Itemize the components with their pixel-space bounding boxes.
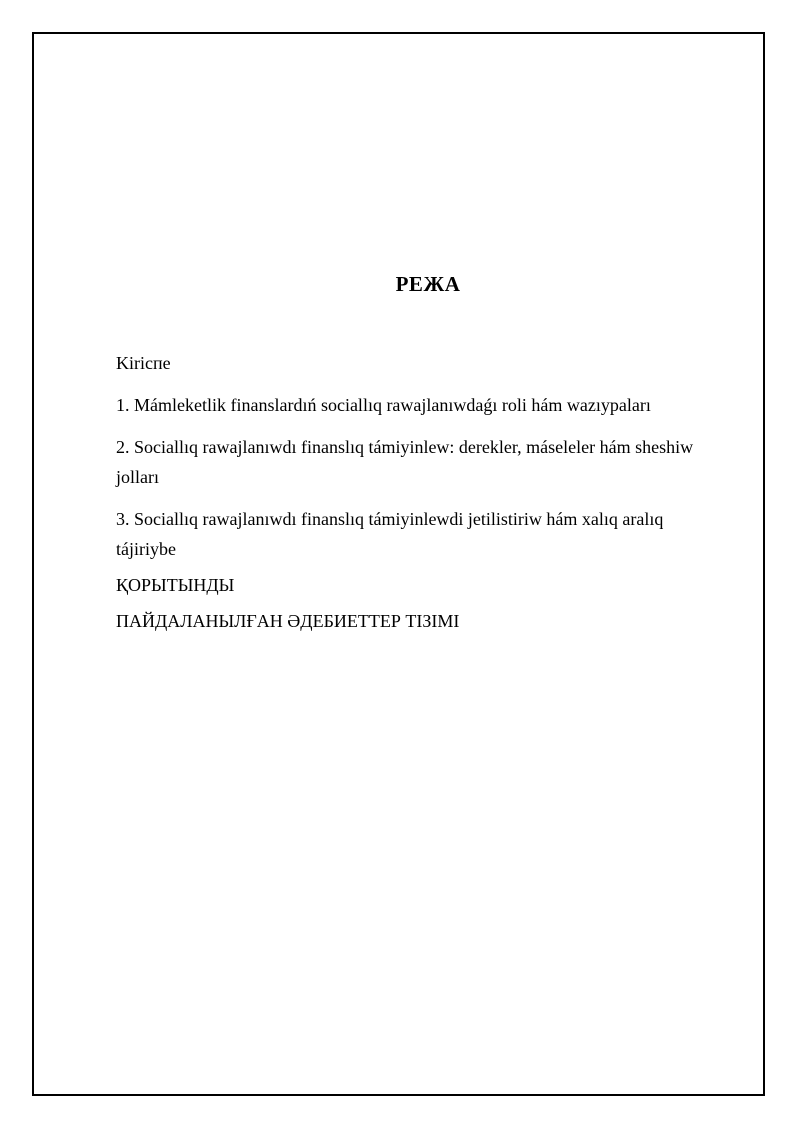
plan-item-chapter-1: 1. Mámleketlik finanslardıń sociallıq rawajlanıwdaǵı roli hám wazıypaları [116,395,651,415]
plan-item-references: ПАЙДАЛАНЫЛҒАН ӘДЕБИЕТТЕР ТІЗІМІ [116,611,460,631]
document-title: РЕЖА [395,272,461,296]
plan-item-chapter-2: 2. Sociallıq rawajlanıwdı finanslıq támiyinlew: derekler, máseleler hám sheshiw jolları [116,437,694,487]
plan-item-chapter-3: 3. Sociallıq rawajlanıwdı finanslıq támiyinlewdi jetilistiriw hám xalıq aralıq tájiriybe [116,509,664,559]
plan-list [116,348,726,648]
plan-item-introduction: Kirіспе [116,353,171,373]
plan-item-conclusion: ҚОРЫТЫНДЫ [116,575,235,595]
